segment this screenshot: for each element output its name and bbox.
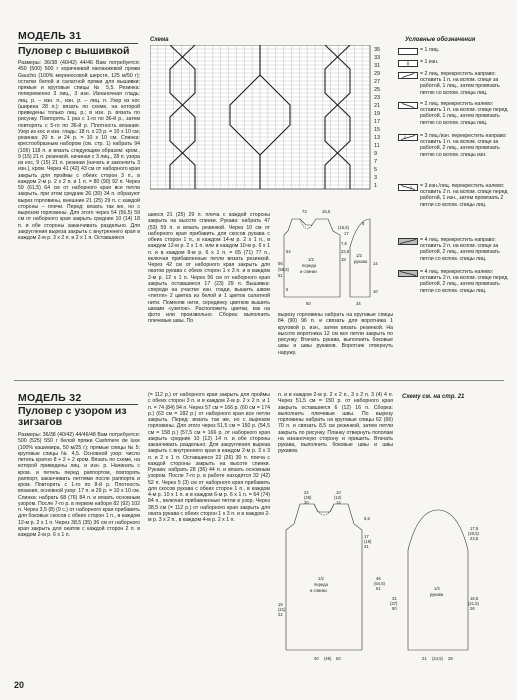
- pattern-schematic-31: [278, 205, 393, 310]
- cross-left-4-icon: [398, 270, 418, 277]
- purl-symbol-icon: [398, 60, 418, 67]
- p2-l16: 40: [314, 656, 319, 661]
- p2-l19: 48: [376, 576, 381, 581]
- model31-instructions-1: Размеры: 36/38 (40/42) 44/46 Вам потребуется: 450 (500) 500 г коричневой меланжевой пряжи Gaucho (100% мериносовой шерсти, 125 м/50 г); остатки белой и салатной пряжи для вышивки; прямые и круговые спицы № 5,5. Резинка: попеременно 3 лиц., 3 изн. Изнаночная гладь: лиц. р. – изн. п., изн. р. – лиц. п. Узор из кос (ширина 28 п.): вязать по схеме, на которой приведены только лиц. р.; в изн. р. вязать по рисунку. Повторять 1 раз с 1-го по 36-й р., затем повторять с 5-го по 36-й р. Плотность вязания. Узор из кос и изн. гладь: 18 п. х 23 р. = 10 х 10 см; резинка: 20 п. и 24 р. = 10 х 10 см. Спинка: крестообразным набором (см. стр. 1) набрать 94 (106) 118 п. и вязать следующим образом: кром., 9 (15) 21 п. резинкой, начиная с 3 лиц., 28 п. узора из кос, 9 (15) 21 п. резинки (начать и закончить 3 изн.), кром. Через 41 (42) 43 см от наборного края закрыть для проймы с обеих сторон 3 п., в каждом 2-м р. 2 х 2 п. и 1 п. = 80 (90) 92 п. Через 59 (61,5) 64 см от наборного края все петли закрыть, при этом средние 26 (30) 34 п. образуют вырез горловины, внешние 21 (25) 29 п. с каждой стороны – плечи. Перед: вязать так же, но с вырезом горловины. Для этого через 54 (56,5) 59 см от наборного края закрыть средние 10 (14) 18 п. и обе стороны заканчивать раздельно. Для закругления выреза закрыть с внутреннего края в каждом 2-м р. 3 х 2 п. и 2 х 1 п. Оставшиеся: [18, 60, 140, 241]
- chart-row-label: 19: [374, 111, 381, 117]
- cross-right-2-icon: [398, 72, 418, 79]
- p2-l28: 1/2: [434, 586, 440, 591]
- p1-label-61: 61: [278, 273, 283, 278]
- cross-right-3-icon: [398, 134, 418, 141]
- p2-l24: 50: [392, 606, 397, 611]
- model32-instructions-1: Размеры: 36/38 (40/42) 44/46/48 Вам потребуется: 500 (525) 550 г белой пряжи Cashmere de luxe (100% кашемира, 50 м/25 г); прямые спицы № 5; круговые спицы № 4,5. Основной узор: число петель кратно 8 + 2 + 2 кром. Вязать по схеме, на которой приведены лиц. и изн. р. Начинать с кром. и петель перед раппортом, повторять раппорт, заканчивать петлями после раппорта и кром. Повторять с 1-го по 8-й р. Плотность вязания, основной узор: 17 п. и 29 р. = 10 х 10 см. Спинка: набрать 68 (76) 84 п. и вязать основным узором. После 7-го р. в первом наборе 82 (92) 102 п. Через 3,5 (8) (9 с.) от наборного края прибавить для боковых скосов с обеих сторон 1 п., в каждом 12-м р. 2 х 1 п. Через 38,5 (35) 36 см от наборного края закрыть для окатов с каждой сторон 2 п. в каждом 2-м р. 6 х 1 п.: [18, 432, 140, 538]
- model31-title: Пуловер с вышивкой: [18, 45, 130, 57]
- p2-l17: (45): [324, 656, 332, 661]
- legend-item-cross-right-3: = 3 лиц./изн. перекрестить направо: оставить 1 п. на вспом. спице за работой, 2 лиц., затем провязать петлю со вспом. спицы изн.: [398, 134, 513, 164]
- p2-l14: (21): [278, 607, 286, 612]
- chart-row-label: 21: [374, 103, 381, 109]
- p2-l30: 17,5: [470, 526, 479, 531]
- chart-row-label: 31: [374, 63, 381, 69]
- p1-label-front: переда: [302, 263, 316, 268]
- p1-label-235: 23,5: [341, 249, 350, 254]
- chart-row-label: 7: [374, 159, 378, 165]
- model31-number: МОДЕЛЬ 31: [18, 30, 82, 42]
- model32-instructions-3: п. и в каждом 2-м р. 2 х 2 п., 3 х 2 п. 3 (4) 4 п. Через 51,5 см = 150 р. от наборного края закрыть оставшиеся 6 (12) 16 п. Сборка: выполнить плечевые швы. По вырезу горловины набрать на круговые спицы 62 (66) 70 п. и связать 8,5 см резинкой, затем петли закрыть по рисунку. Планку отвернуть пополам на изнаночную сторону и пришить. Втачать рукава, выполнить боковые швы и швы рукавов.: [278, 392, 393, 455]
- model31-text-col3: [278, 312, 393, 368]
- chart-row-label: 35: [374, 47, 381, 53]
- chart-row-label: 3: [374, 175, 378, 181]
- model32-text-col1: [18, 432, 140, 660]
- legend-item-cross-left-2: = 2 лиц. перекрестить налево: оставить 1 п. на вспом. спице перед работой, 1 лиц., затем провязать петлю со вспом. спицы лиц.: [398, 102, 513, 132]
- legend-item-cross-left-3: = 3 изн./лиц. перекрестить налево: оставить 2 п. на вспом. спице перед работой, 1 изн., затем провязать 2 петли со вспом. спицы лиц.: [398, 184, 513, 214]
- chart-row-label: 25: [374, 87, 381, 93]
- legend-title: Условные обозначения: [405, 37, 476, 43]
- p1-label-18: 18: [341, 257, 346, 262]
- p1-label-165: 16,5: [322, 209, 331, 214]
- chart-row-label: 29: [374, 71, 381, 77]
- legend-item-knit: = 1 лиц.: [398, 48, 513, 60]
- model32-number: МОДЕЛЬ 32: [18, 392, 82, 404]
- model31-text-col1: [18, 60, 140, 368]
- p2-l10: 1/2: [318, 576, 324, 581]
- p2-l18: 50: [336, 656, 341, 661]
- chart-row-label: 23: [374, 95, 381, 101]
- model31-text-col2: [148, 212, 270, 368]
- p1-label-73: 73: [302, 209, 307, 214]
- pattern-schematic-32: [278, 490, 488, 670]
- model31-title-rule: [18, 43, 138, 44]
- p2-l8: (19): [364, 539, 372, 544]
- scheme-reference: Схему см. на стр. 21: [402, 394, 465, 400]
- p2-l1: (26): [304, 495, 312, 500]
- chart-row-label: 27: [374, 79, 381, 85]
- page-number: 20: [14, 680, 25, 690]
- p2-l6: 5,5: [364, 516, 370, 521]
- p1-label-165b: (16,5): [338, 225, 349, 230]
- p1-label-75: 7,5: [341, 241, 347, 246]
- model31-instructions-2: шиеся 21 (25) 29 п. плеча с каждой стороны закрыть на высоте спинки. Рукава: набрать 47 (53) 59 п. и вязать резинкой. Через 10 см от наборного края прибавить для скосов рукава с обеих сторон 1 п., в каждом 14-м р. 2 х 1 п., в каждом 12-м р. 2 х 1 п. или в каждом 10-м р. 6 х 1 п. и в каждом 8-м р. 6 х 1 п. = 65 (71) 77 п., включая прибавленные петли вязать резинкой. Через 42 см от наборного края закрыть для окатов рукава с обеих сторон 1 х 3 п. и в каждом 2-м р. 12 х 1 п. Через 56 см от наборного края закрыть оставшиеся 17 (23) 29 п. Вышивка: спереди на участке изн. глади, вышить швом «петля» 2 цветка из белой и 1 цветок салатной нити. Поменяв нити, серединку цветков вышить швами «узелок». Расположить цветки, как на фото или произвольно. Сборка: выполнить плечевые швы. По: [148, 212, 270, 325]
- chart-row-label: 1: [374, 183, 378, 189]
- p2-l23: (37): [390, 601, 398, 606]
- p1-label-50: 50: [306, 301, 311, 306]
- p2-l4: (12): [334, 495, 342, 500]
- p2-l32: 23,5: [470, 536, 479, 541]
- p1-label-56: 56: [278, 261, 283, 266]
- cross-right-4-icon: [398, 238, 418, 245]
- chart-row-label: 9: [374, 151, 378, 157]
- legend-item-purl: = 1 изн.: [398, 60, 513, 72]
- chart-row-label: 5: [374, 167, 378, 173]
- model32-instructions-2: (= 112 р.) от наборного края закрыть для проймы с обеих сторон 3 п. и в каждом 2-м р. 2 х 2 п. и 1 п. = 74 (84) 94 п. Через 57 см = 166 р. (60 см = 174 р.) (63 см = 182 р.) от наборного края все петли закрыть. Перед: вязать так же, но с вырезом горловины. Для этого через 51,5 см = 150 р. (54,5 см = 158 р.) (57,5 см = 166 р. от наборного края закрыть средние 10 (12) 14 п. и обе стороны заканчивать раздельно. Для закругления выреза закрыть с внутреннего края в каждом 2-м р. 3 х 3 п. и 2 х 1 п. Оставшиеся 22 (26) 30 п. плеча с каждой стороны закрыть на высоте спинки. Рукава: набрать 28 (36) 44 п. и вязать основным узором. После 7-го р. в работе находятся 32 (42) 52 п. Через 5 (3) см от наборного края прибавить для скосов рукава с обеих сторон 1 п., в каждом 4-м р. 10 х 1 п. и в каждом 6-м р. 6 х 1 п. = 64 (74) 84 п., включая прибавленные петли в узор. Через 38,5 см (= 112 р.) от наборного края закрыть для оката рукава с обеих сторон 1 х 3 п. и в каждом 2-м р. 3 х 2 п., в каждом 4-м р. 2 х 1 п.: [148, 392, 270, 523]
- chart-row-label: 11: [374, 143, 380, 149]
- legend-item-cross-right-2: = 2 лиц. перекрестить направо: оставить 1 п. на вспом. спице за работой, 1 лиц., затем провязать петлю со вспом. спицы лиц.: [398, 72, 513, 102]
- p2-l22: 31: [392, 596, 397, 601]
- p2-l20: (54,5): [374, 581, 385, 586]
- model31-instructions-3: вырезу горловины набрать на круговые спицы 84 (90) 96 п. и связать для воротника 1 круговой р. изн., затем вязать резинкой. На высоте воротника 12 см все петли закрыть по рисунку. Втачать рукава, выполнить боковые швы и швы рукавов. Воротник отвернуть наружу.: [278, 312, 393, 356]
- chart-row-label: 33: [374, 55, 381, 61]
- p1-label-half-front: 1/2: [308, 257, 314, 262]
- p2-l27: 28: [448, 656, 453, 661]
- chart-row-label: 17: [374, 119, 381, 125]
- p2-l34: (21,5): [468, 601, 479, 606]
- model32-text-col3: [278, 392, 393, 484]
- cable-chart: [150, 45, 390, 195]
- cross-left-2-icon: [398, 102, 418, 109]
- p2-l33: 16,5: [470, 596, 479, 601]
- model32-title: Пуловер с узором из зигзагов: [18, 405, 127, 428]
- p2-l35: 26: [470, 606, 475, 611]
- p2-l29: рукава: [430, 592, 444, 597]
- legend-item-cross-left-4: = 4 лиц. перекрестить налево: оставить 2 п. на вспом. спице перед работой, 2 лиц., затем провязать петли со вспом. спицы лиц.: [398, 270, 513, 300]
- p1-label-585: (58,5): [278, 267, 289, 272]
- p1-label-5: 5: [286, 287, 289, 292]
- p2-l0: 22: [304, 490, 309, 495]
- p1-label-10: 10: [373, 289, 378, 294]
- section-divider: [14, 380, 504, 381]
- chart-row-label: 15: [374, 127, 381, 133]
- knit-symbol-icon: [398, 48, 418, 55]
- p2-l12: и спинки: [310, 588, 327, 593]
- legend-item-cross-right-4: = 4 лиц. перекрестить направо: оставить 2 п. на вспом. спице за работой, 2 лиц., затем провязать петли со вспом. спицы лиц.: [398, 238, 513, 268]
- p2-l5: 14: [336, 500, 341, 505]
- p2-l7: 17: [364, 534, 369, 539]
- p2-l21: 61: [376, 586, 381, 591]
- p2-l9: 21: [364, 544, 369, 549]
- model32-text-col2: [148, 392, 270, 660]
- p1-label-sleeve: рукава: [354, 259, 368, 264]
- p2-l26: (24,5): [432, 656, 443, 661]
- chart-row-label: 13: [374, 135, 381, 141]
- p2-l13: 19: [278, 602, 283, 607]
- cross-left-3-icon: [398, 184, 418, 191]
- chart-title: Схема: [150, 37, 169, 43]
- p1-label-34: 34: [356, 301, 361, 306]
- p2-l3: 10: [336, 490, 341, 495]
- p2-l11: переда: [314, 582, 328, 587]
- p1-label-8: 8: [362, 221, 365, 226]
- p2-l15: 22: [278, 612, 283, 617]
- p2-l31: (20,5): [468, 531, 479, 536]
- p2-l25: 21: [422, 656, 427, 661]
- p1-label-17: 17: [344, 231, 349, 236]
- p1-label-14: 14: [373, 261, 378, 266]
- p2-l2: 30: [304, 500, 309, 505]
- p1-label-54: 54: [286, 249, 291, 254]
- p1-label-half-sleeve: 1/2: [356, 253, 362, 258]
- p1-label-back: и спинки: [300, 269, 317, 274]
